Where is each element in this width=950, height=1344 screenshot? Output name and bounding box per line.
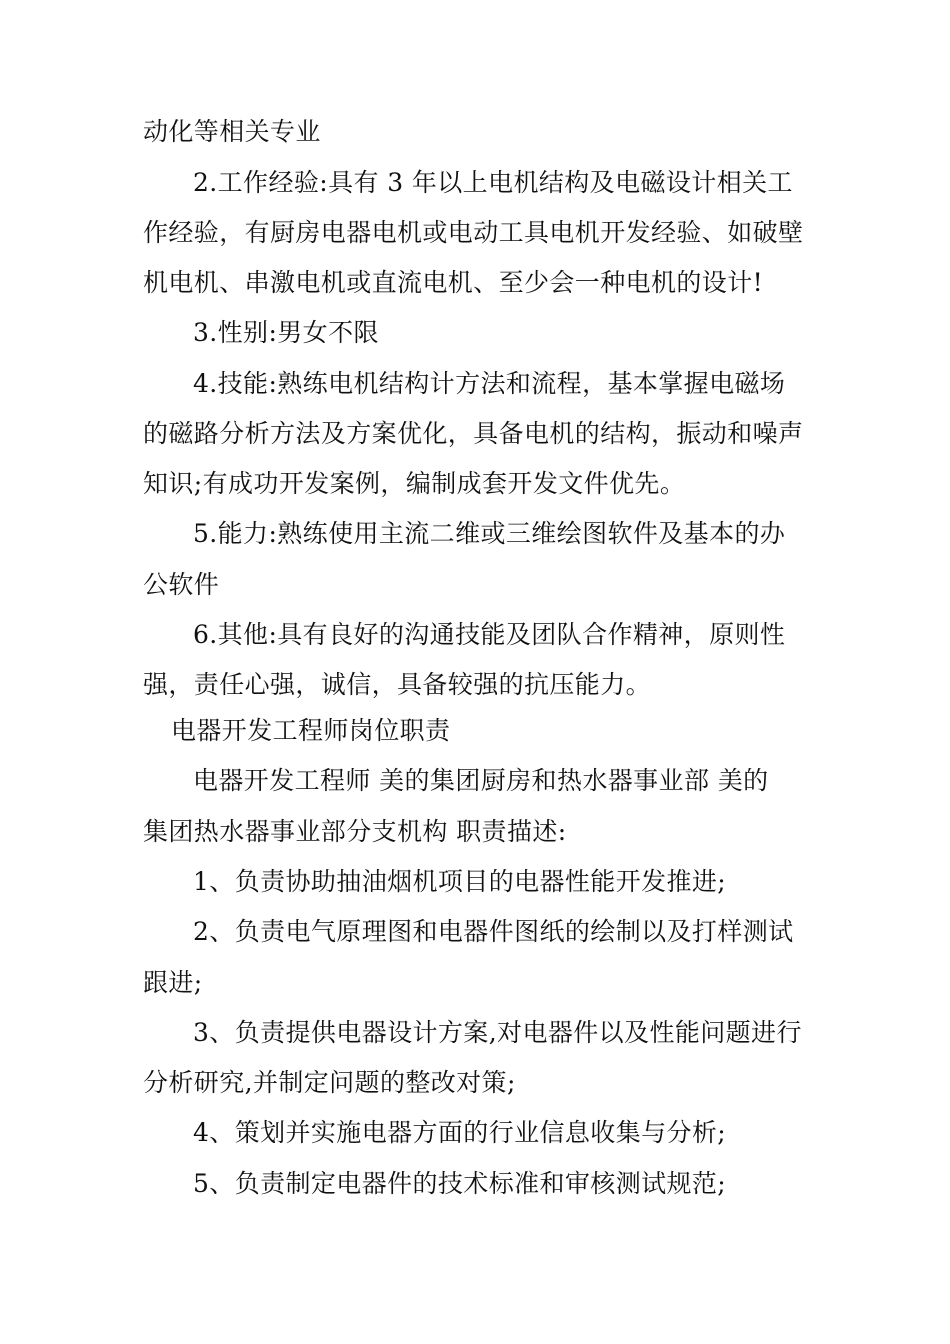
text-line: 5.能力:熟练使用主流二维或三维绘图软件及基本的办 bbox=[193, 519, 786, 548]
text-line: 3、负责提供电器设计方案,对电器件以及性能问题进行 bbox=[193, 1018, 802, 1047]
section-heading: 电器开发工程师岗位职责 bbox=[171, 716, 451, 745]
text-line: 公软件 bbox=[143, 570, 220, 599]
text-line: 2、负责电气原理图和电器件图纸的绘制以及打样测试 bbox=[193, 917, 794, 946]
text-line: 分析研究,并制定问题的整改对策; bbox=[143, 1068, 516, 1097]
text-line: 5、负责制定电器件的技术标准和审核测试规范; bbox=[193, 1169, 727, 1198]
text-line: 1、负责协助抽油烟机项目的电器性能开发推进; bbox=[193, 867, 727, 896]
text-line: 机电机、串激电机或直流电机、至少会一种电机的设计! bbox=[143, 268, 764, 297]
text-line: 2.工作经验:具有 3 年以上电机结构及电磁设计相关工 bbox=[193, 168, 793, 197]
text-line: 跟进; bbox=[143, 968, 203, 997]
text-line: 3.性别:男女不限 bbox=[193, 318, 379, 347]
text-line: 6.其他:具有良好的沟通技能及团队合作精神，原则性 bbox=[193, 620, 786, 649]
text-line: 4、策划并实施电器方面的行业信息收集与分析; bbox=[193, 1118, 727, 1147]
text-line: 集团热水器事业部分支机构 职责描述: bbox=[143, 817, 567, 846]
text-line: 强，责任心强，诚信，具备较强的抗压能力。 bbox=[143, 670, 652, 699]
text-line: 4.技能:熟练电机结构计方法和流程，基本掌握电磁场 bbox=[193, 369, 786, 398]
text-line: 作经验，有厨房电器电机或电动工具电机开发经验、如破壁 bbox=[143, 218, 804, 247]
text-line: 电器开发工程师 美的集团厨房和热水器事业部 美的 bbox=[193, 766, 769, 795]
text-line: 的磁路分析方法及方案优化，具备电机的结构，振动和噪声 bbox=[143, 419, 804, 448]
text-line: 动化等相关专业 bbox=[143, 117, 321, 146]
text-line: 知识;有成功开发案例，编制成套开发文件优先。 bbox=[143, 469, 686, 498]
